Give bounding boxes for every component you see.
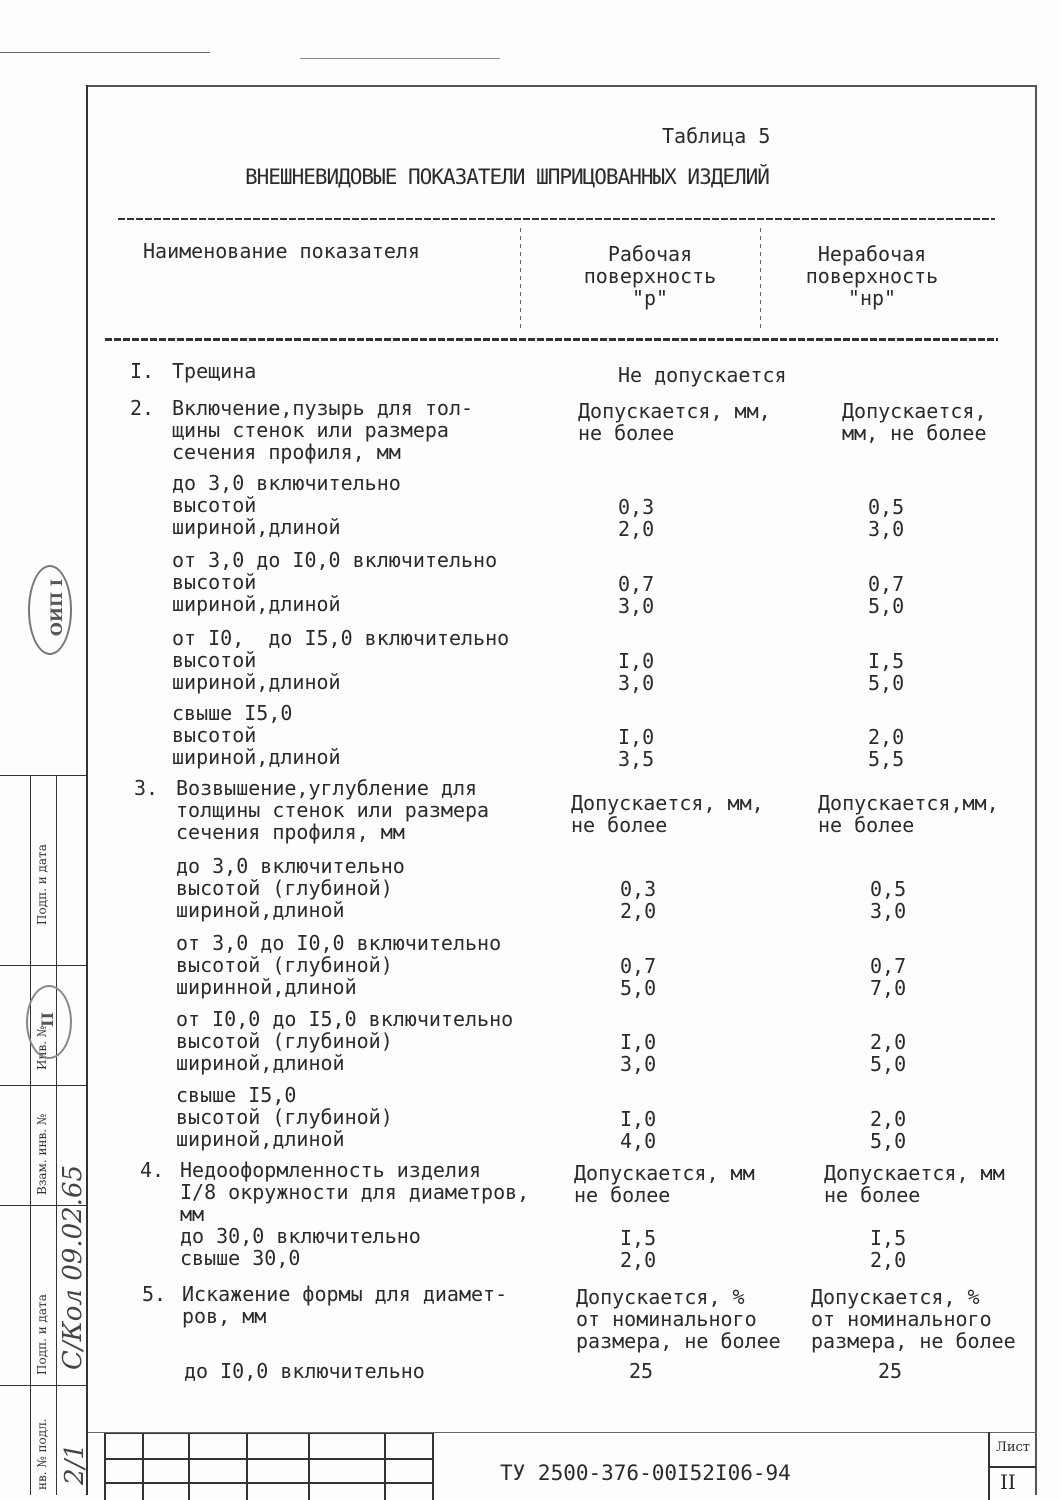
title-block-rule [384, 1432, 386, 1500]
title-block-rule [988, 1466, 1036, 1468]
scan-margin-line [0, 52, 210, 53]
row-working-value: 0,3 2,0 [618, 495, 655, 541]
title-block-rule [308, 1432, 310, 1500]
row-label: от 3,0 до I0,0 включительно высотой шириной,длиной [172, 548, 498, 616]
stamp-label: Взам. инв. № [35, 1113, 49, 1195]
title-block-rule [188, 1432, 190, 1500]
sheet-number: II [1000, 1470, 1016, 1494]
sheet-label: Лист [996, 1440, 1030, 1455]
row-number: 2. [130, 396, 155, 420]
row-nonworking-value: 0,5 3,0 [870, 877, 907, 923]
row-working-value: I,0 3,0 [618, 649, 655, 695]
row-nonworking-value: I,5 5,0 [868, 649, 905, 695]
row-label: от 3,0 до I0,0 включительно высотой (глубиной) ширинной,длиной [176, 931, 502, 999]
row-working-value: 0,7 5,0 [620, 954, 657, 1000]
row-working-value: Допускается, % от номинального размера, не более [576, 1285, 781, 1353]
column-header-working: Рабочая поверхность "р" [583, 242, 717, 310]
page-frame-top [86, 85, 1036, 87]
stamp-label: Подп. и дата [35, 844, 49, 925]
row-nonworking-value: 0,5 3,0 [868, 495, 905, 541]
header-top-rule [118, 218, 995, 220]
row-working-value: I,0 3,0 [620, 1030, 657, 1076]
title-block-rule [246, 1432, 248, 1500]
header-divider [520, 228, 521, 328]
title-block-rule [432, 1432, 434, 1500]
title-block-rule [88, 1432, 1036, 1433]
row-label: Включение,пузырь для тол- щины стенок или размера сечения профиля, мм [172, 396, 474, 464]
row-label: до 3,0 включительно высотой (глубиной) шириной,длиной [176, 854, 405, 922]
row-number: 3. [134, 776, 159, 800]
row-working-value: I,5 2,0 [620, 1226, 657, 1272]
table-label: Таблица 5 [662, 124, 771, 148]
approval-stamp-strip [0, 775, 90, 1495]
row-nonworking-value: 25 [878, 1359, 903, 1383]
row-nonworking-value: I,5 2,0 [870, 1226, 907, 1272]
scan-margin-line [300, 58, 500, 59]
row-label: до 3,0 включительно высотой шириной,длиной [172, 471, 401, 539]
column-header-nonworking: Нерабочая поверхность "нр" [805, 242, 939, 310]
row-working-value: I,0 4,0 [620, 1107, 657, 1153]
header-divider [760, 228, 761, 328]
row-nonworking-value: Допускается,мм, не более [818, 791, 999, 837]
header-bottom-rule [105, 338, 998, 341]
seal-text: ОИП I [47, 578, 67, 637]
row-working-value: 25 [629, 1359, 654, 1383]
row-label: от I0,0 до I5,0 включительно высотой (глубиной) шириной,длиной [176, 1007, 514, 1075]
page-frame-right [1035, 85, 1037, 1495]
row-label: Трещина [172, 359, 257, 383]
row-working-value: Допускается, мм, не более [578, 399, 771, 445]
title-block-rule [104, 1432, 106, 1500]
row-merged-value: Не допускается [618, 363, 787, 387]
row-working-value: 0,7 3,0 [618, 572, 655, 618]
row-label: до 30,0 включительно свыше 30,0 [180, 1224, 421, 1270]
stamp-label: Подп. и дата [35, 1294, 49, 1375]
page-title: ВНЕШНЕВИДОВЫЕ ПОКАЗАТЕЛИ ШПРИЦОВАННЫХ ИЗДЕЛИЙ [245, 165, 769, 189]
row-label: от I0, до I5,0 включительно высотой шириной,длиной [172, 626, 510, 694]
row-nonworking-value: 0,7 7,0 [870, 954, 907, 1000]
row-label: Недооформленность изделия I/8 окружности для диаметров, мм [180, 1158, 530, 1226]
title-block-rule [142, 1432, 144, 1500]
column-header-name: Наименование показателя [143, 239, 420, 263]
handwritten-signature-date: С/Кол 09.02.65 [58, 1164, 88, 1370]
row-label: до I0,0 включительно [184, 1359, 425, 1383]
row-label: Возвышение,углубление для толщины стенок или размера сечения профиля, мм [176, 776, 490, 844]
row-working-value: Допускается, мм, не более [571, 791, 764, 837]
row-nonworking-value: Допускается, мм не более [824, 1161, 1005, 1207]
row-working-value: I,0 3,5 [618, 725, 655, 771]
row-number: I. [130, 359, 155, 383]
stamp-label: Инв. № [35, 1025, 49, 1070]
row-number: 5. [142, 1282, 167, 1306]
row-nonworking-value: Допускается, % от номинального размера, не более [811, 1285, 1016, 1353]
row-label: свыше I5,0 высотой шириной,длиной [172, 701, 341, 769]
handwritten-number: 2/1 [60, 1443, 90, 1485]
row-nonworking-value: 0,7 5,0 [868, 572, 905, 618]
row-working-value: 0,3 2,0 [620, 877, 657, 923]
document-code: ТУ 2500-376-00I52I06-94 [500, 1461, 791, 1485]
row-nonworking-value: 2,0 5,5 [868, 725, 905, 771]
row-number: 4. [140, 1158, 165, 1182]
row-nonworking-value: Допускается, мм, не более [842, 399, 987, 445]
seal-text: II [37, 1012, 57, 1027]
stamp-label: нв. № подл. [35, 1418, 49, 1490]
row-label: свыше I5,0 высотой (глубиной) шириной,длиной [176, 1083, 393, 1151]
row-nonworking-value: 2,0 5,0 [870, 1107, 907, 1153]
row-label: Искажение формы для диамет- ров, мм [182, 1282, 508, 1328]
row-working-value: Допускается, мм не более [574, 1161, 755, 1207]
row-nonworking-value: 2,0 5,0 [870, 1030, 907, 1076]
